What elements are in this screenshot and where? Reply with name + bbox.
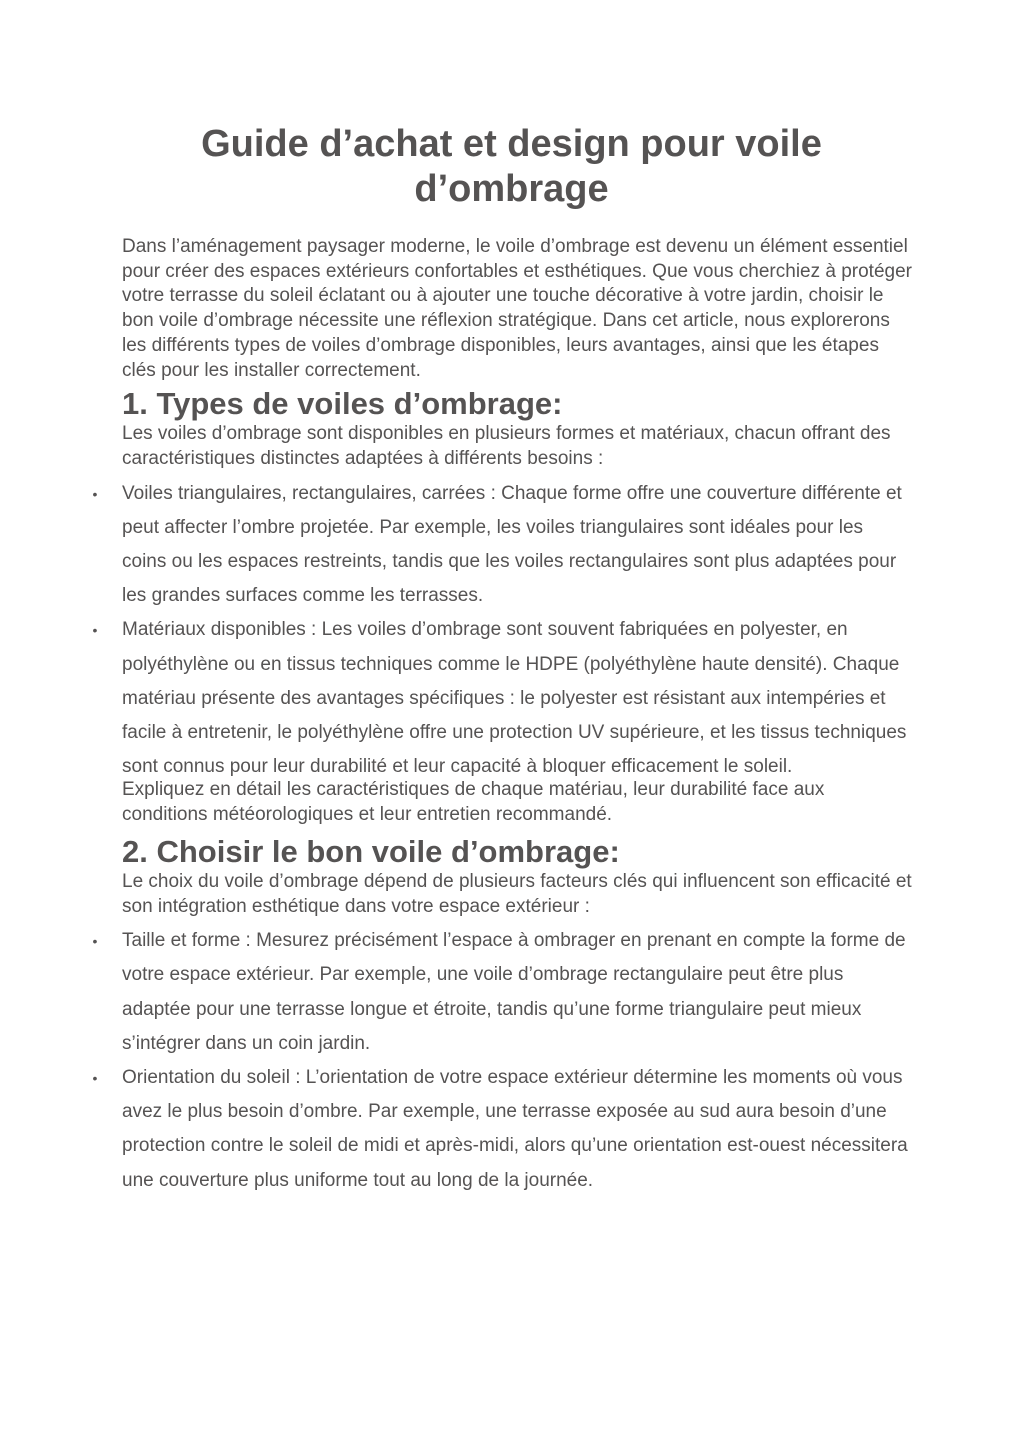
section-heading: 2. Choisir le bon voile d’ombrage: xyxy=(122,833,620,869)
section-lead: Les voiles d’ombrage sont disponibles en plusieurs formes et matériaux, chacun offrant des caractéristiques distinctes adaptées à différents besoins : xyxy=(122,423,891,469)
list-item xyxy=(92,924,912,1061)
list-item-text: Matériaux disponibles : Les voiles d’ombrage sont souvent fabriquées en polyester, en polyéthylène ou en tissus techniques comme le HDPE (polyéthylène haute densité). Chaque matériau présente des avantages spécifiques : le polyester est résistant aux intempéries et facile à entretenir, le polyéthylène offre une protection UV supérieure, et les tissus techniques sont connus pour leur durabilité et leur capacité à bloquer efficacement le soleil. xyxy=(122,619,907,778)
list-item-text: Voiles triangulaires, rectangulaires, carrées : Chaque forme offre une couverture différente et peut affecter l’ombre projetée. Par exemple, les voiles triangulaires sont idéales pour les coins ou les espaces restreints, tandis que les voiles rectangulaires sont plus adaptées pour les grandes surfaces comme les terrasses. xyxy=(122,482,902,607)
intro-paragraph: Dans l’aménagement paysager moderne, le voile d’ombrage est devenu un élément essentiel pour créer des espaces extérieurs confortables et esthétiques. Que vous cherchiez à protéger votre terrasse du soleil éclatant ou à ajouter une touche décorative à votre jardin, choisir le bon voile d’ombrage nécessite une réflexion stratégique. Dans cet article, nous explorerons les différents types de voiles d’ombrage disponibles, leurs avantages, ainsi que les étapes clés pour les installer correctement. xyxy=(122,236,912,381)
bullet-list xyxy=(92,924,912,1198)
section-heading: 1. Types de voiles d’ombrage: xyxy=(122,386,563,422)
bullet-icon: • xyxy=(92,622,98,639)
bullet-icon: • xyxy=(92,1070,98,1087)
list-item xyxy=(92,613,912,784)
section-after-paragraph: Expliquez en détail les caractéristiques de chaque matériau, leur durabilité face aux conditions météorologiques et leur entretien recommandé. xyxy=(122,779,825,826)
section-types xyxy=(92,386,912,828)
bullet-icon: • xyxy=(92,485,98,502)
document-body xyxy=(92,235,912,1198)
list-item xyxy=(92,1061,912,1198)
list-item xyxy=(92,477,912,614)
bullet-icon: • xyxy=(92,933,98,950)
bullet-list xyxy=(92,477,912,785)
section-lead: Le choix du voile d’ombrage dépend de plusieurs facteurs clés qui influencent son efficacité et son intégration esthétique dans votre espace extérieur : xyxy=(122,870,912,917)
list-item-text: Orientation du soleil : L’orientation de votre espace extérieur détermine les moments où vous avez le plus besoin d’ombre. Par exemple, une terrasse exposée au sud aura besoin d’une protection contre le soleil de midi et après-midi, alors qu’une orientation est-ouest nécessitera une couverture plus uniforme tout au long de la journée. xyxy=(122,1067,908,1191)
list-item-text: Taille et forme : Mesurez précisément l’espace à ombrager en prenant en compte la forme de votre espace extérieur. Par exemple, une voile d’ombrage rectangulaire peut être plus adaptée pour une terrasse longue et étroite, tandis qu’une forme triangulaire peut mieux s’intégrer dans un coin jardin. xyxy=(122,930,906,1054)
section-choose xyxy=(92,833,912,1198)
document-title: Guide d’achat et design pour voile d’ombrage xyxy=(201,123,822,210)
